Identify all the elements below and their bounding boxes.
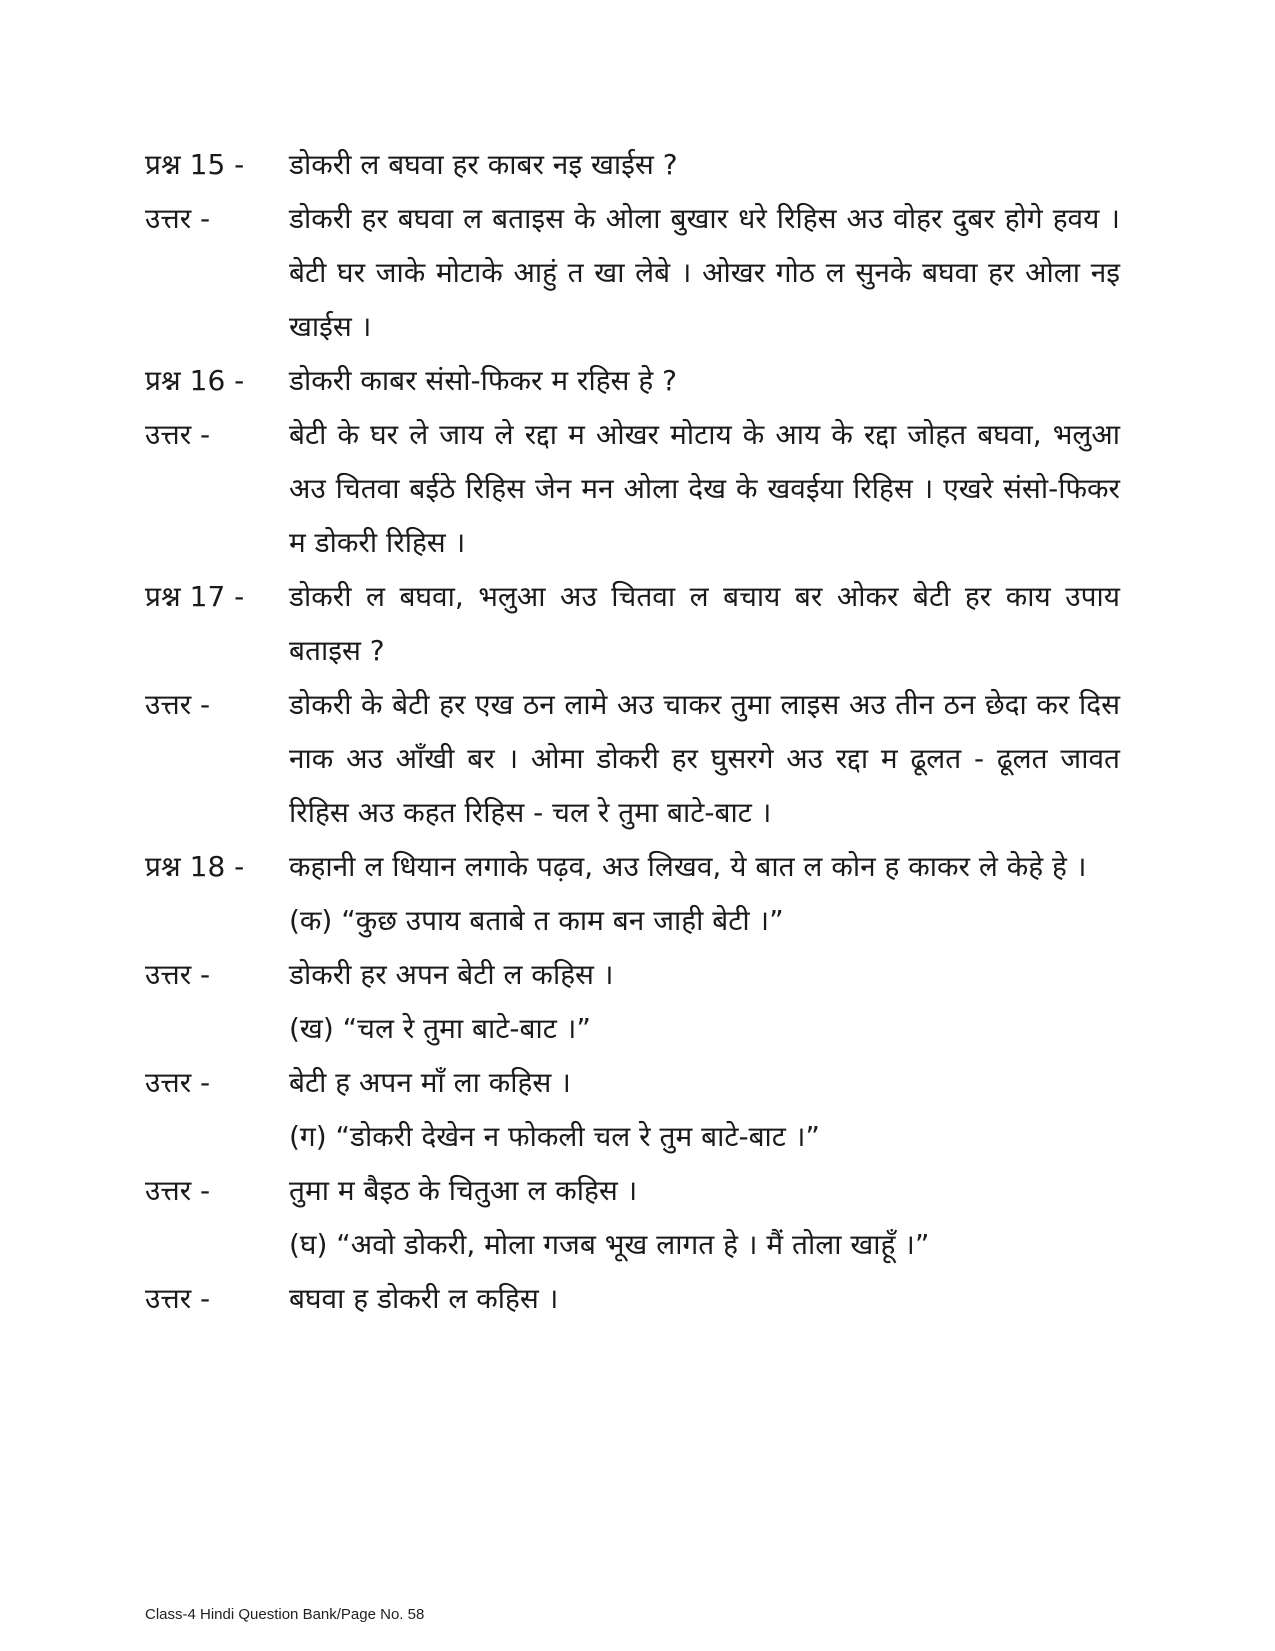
question-answer-content (145, 138, 1120, 1326)
question-text: डोकरी ल बघवा हर काबर नइ खाईस ? (289, 148, 678, 181)
answer-row (145, 1056, 1120, 1110)
answer-text: बेटी ह अपन माँ ला कहिस । (289, 1066, 571, 1099)
page-footer: Class-4 Hindi Question Bank/Page No. 58 (145, 1606, 425, 1623)
question-text: डोकरी काबर संसो-फिकर म रहिस हे ? (289, 364, 678, 397)
question-label: प्रश्न 16 - (145, 364, 245, 397)
answer-label: उत्तर - (145, 1174, 211, 1207)
answer-label: उत्तर - (145, 418, 211, 451)
question-label: प्रश्न 18 - (145, 850, 245, 883)
answer-text: बघवा ह डोकरी ल कहिस । (289, 1282, 559, 1315)
question-row (145, 354, 1120, 408)
question-text: कहानी ल धियान लगाके पढ़व, अउ लिखव, ये बात ल कोन ह काकर ले केहे हे । (289, 850, 1087, 883)
question-row (145, 840, 1120, 894)
answer-label: उत्तर - (145, 958, 211, 991)
answer-text: डोकरी हर अपन बेटी ल कहिस । (289, 958, 614, 991)
quote-line: (ग) “डोकरी देखेन न फोकली चल रे तुम बाटे-बाट ।” (289, 1120, 820, 1153)
answer-row (145, 678, 1120, 840)
answer-label: उत्तर - (145, 1066, 211, 1099)
answer-text: डोकरी के बेटी हर एख ठन लामे अउ चाकर तुमा लाइस अउ तीन ठन छेदा कर दिस नाक अउ आँखी बर । ओमा डोकरी हर घुसरगे अउ रद्दा म ढूलत - ढूलत जावत रिहिस अउ कहत रिहिस - चल रे तुमा बाटे-बाट । (289, 688, 1120, 829)
question-text: डोकरी ल बघवा, भलुआ अउ चितवा ल बचाय बर ओकर बेटी हर काय उपाय बताइस ? (289, 580, 1120, 667)
answer-label: उत्तर - (145, 1282, 211, 1315)
quote-line: (घ) “अवो डोकरी, मोला गजब भूख लागत हे । मैं तोला खाहूँ ।” (289, 1228, 930, 1261)
answer-row (145, 948, 1120, 1002)
answer-label: उत्तर - (145, 202, 211, 235)
answer-row (145, 192, 1120, 354)
question-label: प्रश्न 17 - (145, 580, 245, 613)
quote-line: (क) “कुछ उपाय बताबे त काम बन जाही बेटी ।” (289, 904, 784, 937)
answer-text: बेटी के घर ले जाय ले रद्दा म ओखर मोटाय के आय के रद्दा जोहत बघवा, भलुआ अउ चितवा बईठे रिहिस जेन मन ओला देख के खवईया रिहिस । एखरे संसो-फिकर म डोकरी रिहिस । (289, 418, 1120, 559)
answer-row (145, 1164, 1120, 1218)
question-row (145, 570, 1120, 678)
quote-line: (ख) “चल रे तुमा बाटे-बाट ।” (289, 1012, 591, 1045)
answer-label: उत्तर - (145, 688, 211, 721)
answer-row (145, 408, 1120, 570)
answer-text: तुमा म बैइठ के चितुआ ल कहिस । (289, 1174, 638, 1207)
answer-text: डोकरी हर बघवा ल बताइस के ओला बुखार धरे रिहिस अउ वोहर दुबर होगे हवय । बेटी घर जाके मोटाके आहुं त खा लेबे । ओखर गोठ ल सुनके बघवा हर ओला नइ खाईस । (289, 202, 1120, 343)
question-row (145, 138, 1120, 192)
answer-row (145, 1272, 1120, 1326)
question-label: प्रश्न 15 - (145, 148, 245, 181)
